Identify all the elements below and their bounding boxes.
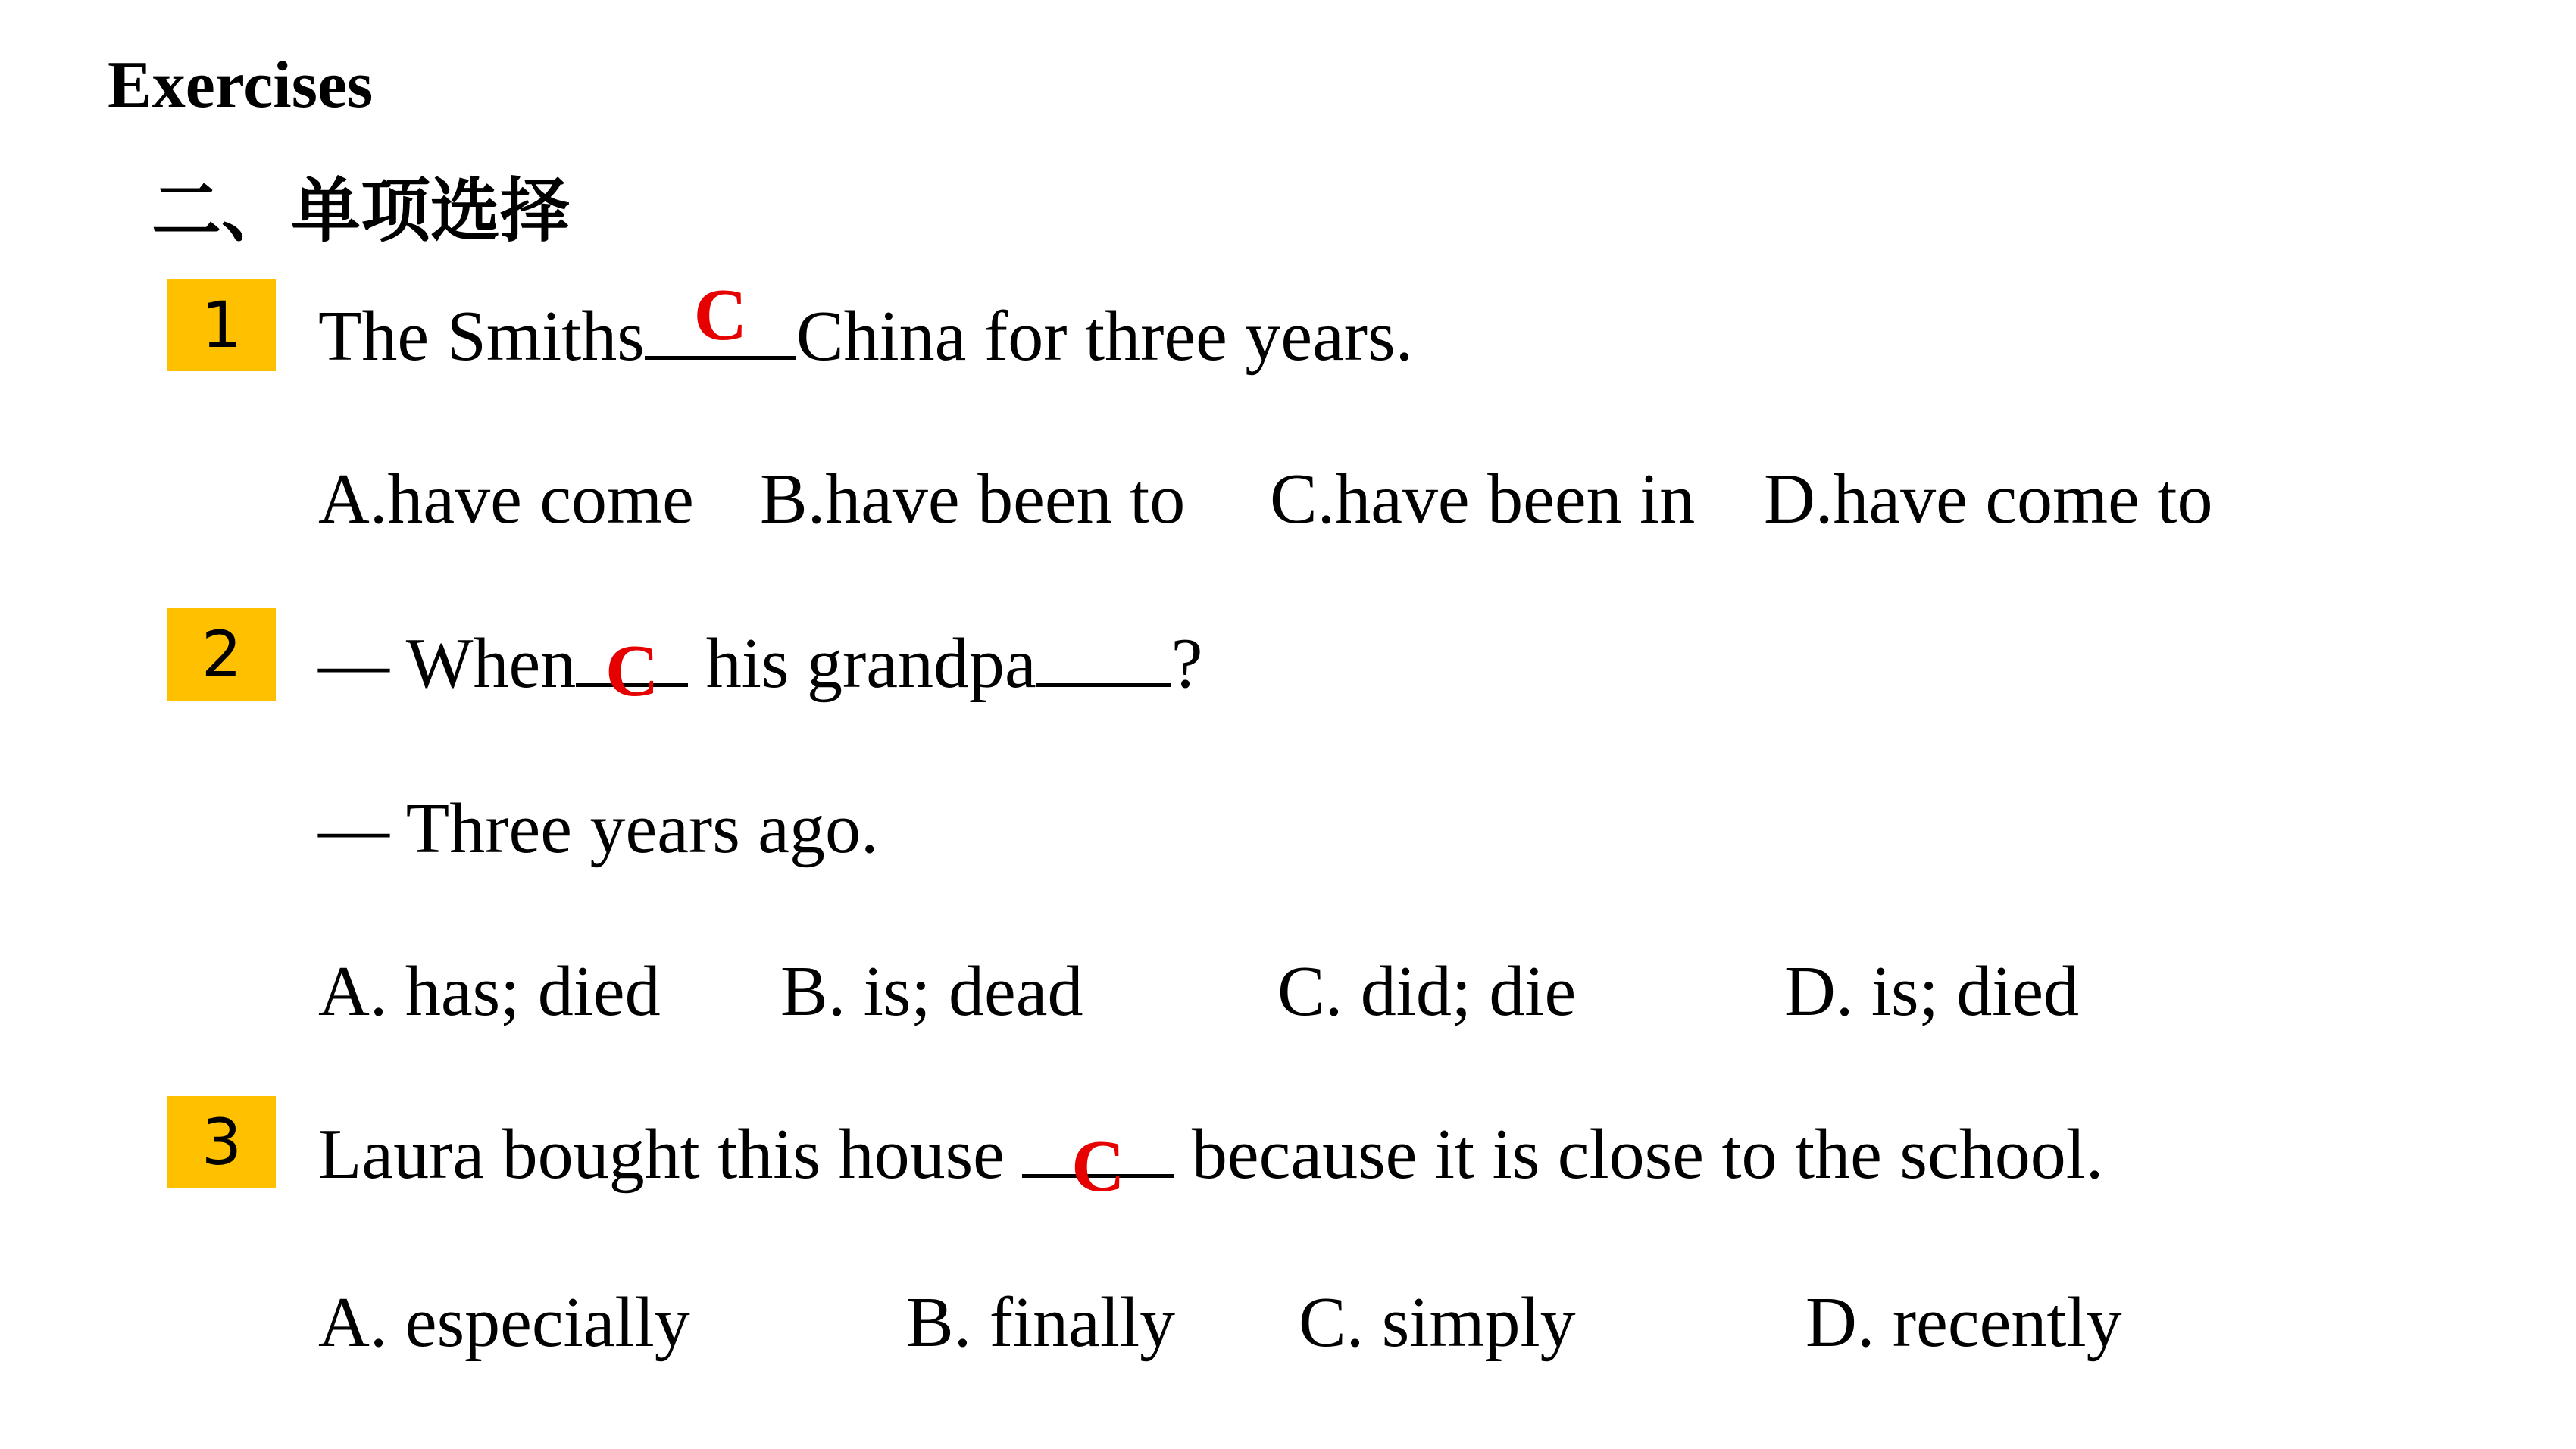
option-a: A.have come [318,460,694,539]
question-2-reply: — Three years ago. [318,789,879,868]
answer-letter: C [1071,1125,1125,1207]
stem-text: China for three years. [796,297,1414,376]
question-3-stem [318,1113,2104,1207]
option-d: D. recently [1805,1283,2122,1362]
question-1-stem [318,273,1414,377]
option-a: A. especially [318,1283,690,1362]
question-number-badge: 3 [167,1096,276,1188]
option-b: B. is; dead [780,952,1083,1031]
option-d: D. is; died [1784,952,2080,1031]
option-c: C.have been in [1270,460,1696,539]
answer-letter: C [693,273,748,356]
option-c: C. did; die [1277,952,1577,1031]
question-number-badge: 2 [167,608,276,701]
answer-blank [576,628,688,712]
stem-text: ? [1171,624,1203,703]
option-c: C. simply [1299,1283,1576,1362]
answer-blank [645,273,796,360]
option-b: B.have been to [760,460,1186,539]
stem-text: because it is close to the school. [1174,1115,2104,1194]
option-d: D.have come to [1764,460,2213,539]
answer-letter: C [605,629,659,712]
section-heading: 二、单项选择 [152,170,571,251]
stem-text: — When [318,624,577,703]
option-b: B. finally [906,1283,1176,1362]
option-a: A. has; died [318,952,661,1031]
question-number-badge: 1 [167,279,276,371]
page-title: Exercises [108,48,374,122]
question-2-stem [318,623,1203,712]
stem-text: his grandpa [688,624,1036,703]
blank [1036,628,1171,687]
stem-text: The Smiths [318,297,645,376]
answer-blank [1022,1119,1174,1207]
stem-text: Laura bought this house [318,1115,1023,1194]
